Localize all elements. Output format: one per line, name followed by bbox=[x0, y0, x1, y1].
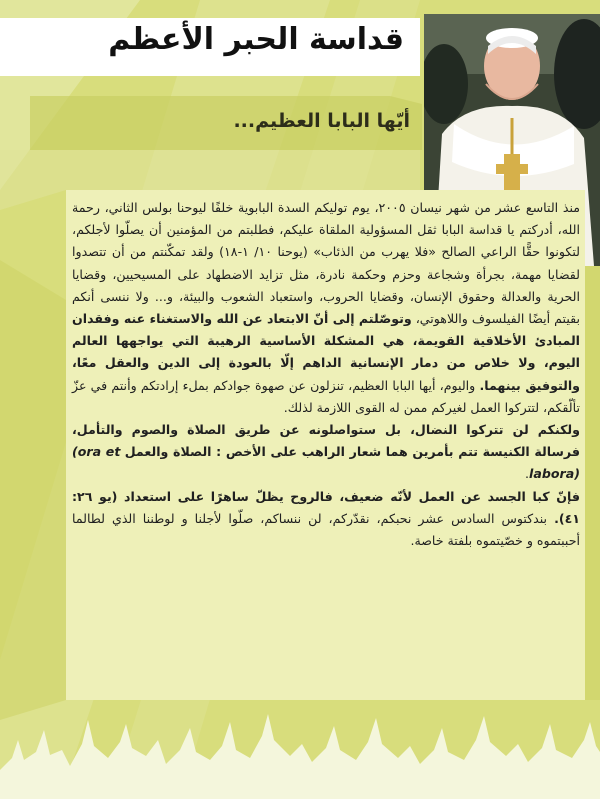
paragraph-1 bbox=[72, 197, 580, 419]
paragraph-2-text: ولكنكم لن تتركوا النضال، بل ستواصلونه عن طريق الصلاة والصوم والتأمل، فرسالة الكنيسة تتم بأمرين هما شعار الراهب على الأخص : الصلاة والعمل bbox=[72, 422, 580, 460]
paragraph-1-emphasis: وتوصّلتم إلى أنّ الابتعاد عن الله والاستغناء عنه وفقدان المبادئ الأخلاقية القويمة، هي المشكلة الأساسية الرهيبة التي يواجهها العالم اليوم، ولا خلاص من دمار الإنسانية الداهم إلّا بالعودة إلى الدين والعقل معًا، والتوفيق بينهما. bbox=[72, 311, 580, 393]
paragraph-3 bbox=[72, 486, 580, 553]
section-subtitle: أيّها البابا العظيم... bbox=[233, 110, 410, 132]
paragraph-2 bbox=[72, 419, 580, 486]
closing-text: بندكتوس السادس عشر نحبكم، نقدّركم، لن ننساكم، صلّوا لأجلنا و لوطننا الذي لطالما أحببتموه و خصّيتموه بلفتة خاصة. bbox=[72, 510, 580, 549]
latin-motto: (ora et labora) bbox=[72, 444, 580, 482]
paragraph-1-closing: واليوم، أيها البابا العظيم، تنزلون عن صهوة جوادكم بملء إرادتكم وأنتم في عزّ تألّقكم، لتتركوا العمل لغيركم ممن له القوى اللازمة لذلك. bbox=[72, 377, 580, 415]
paragraph-1-intro: منذ التاسع عشر من شهر نيسان ٢٠٠٥، يوم توليكم السدة البابوية خلفًا ليوحنا بولس الثاني، رحمة الله، أدركتم يا قداسة البابا ثقل المسؤولية الملقاة عليكم، فطلبتم من المؤمنين أن يصلّوا لأجلكم، لتكونوا حقًّا الراعي الصالح «فلا يهرب من الذئاب» (يوحنا ١٠/ ١-١٨) ولقد تمكّنتم من أن تتصدوا لقضايا مهمة، بجرأة وشجاعة وحزم وحكمة نادرة، مثل تزايد الاضطهاد على المسيحيين، وقضايا الحرية والعدالة وحقوق الإنسان، وقضايا الحروب، واستعباد الشعوب والبيئة، و... ولا ننسى أنكم بقيتم أيضًا الفيلسوف واللاهوتي، bbox=[72, 200, 581, 327]
letter-body bbox=[72, 197, 580, 552]
crowd-silhouette bbox=[0, 700, 600, 799]
bible-quote: فإنّ كبا الجسد عن العمل لأنّه ضعيف، فالروح يظلّ ساهرًا على استعداد (يو ٢٦: ٤١). bbox=[72, 488, 580, 526]
page-title: قداسة الحبر الأعظم bbox=[108, 22, 404, 57]
paragraph-2-end: . bbox=[525, 466, 530, 482]
